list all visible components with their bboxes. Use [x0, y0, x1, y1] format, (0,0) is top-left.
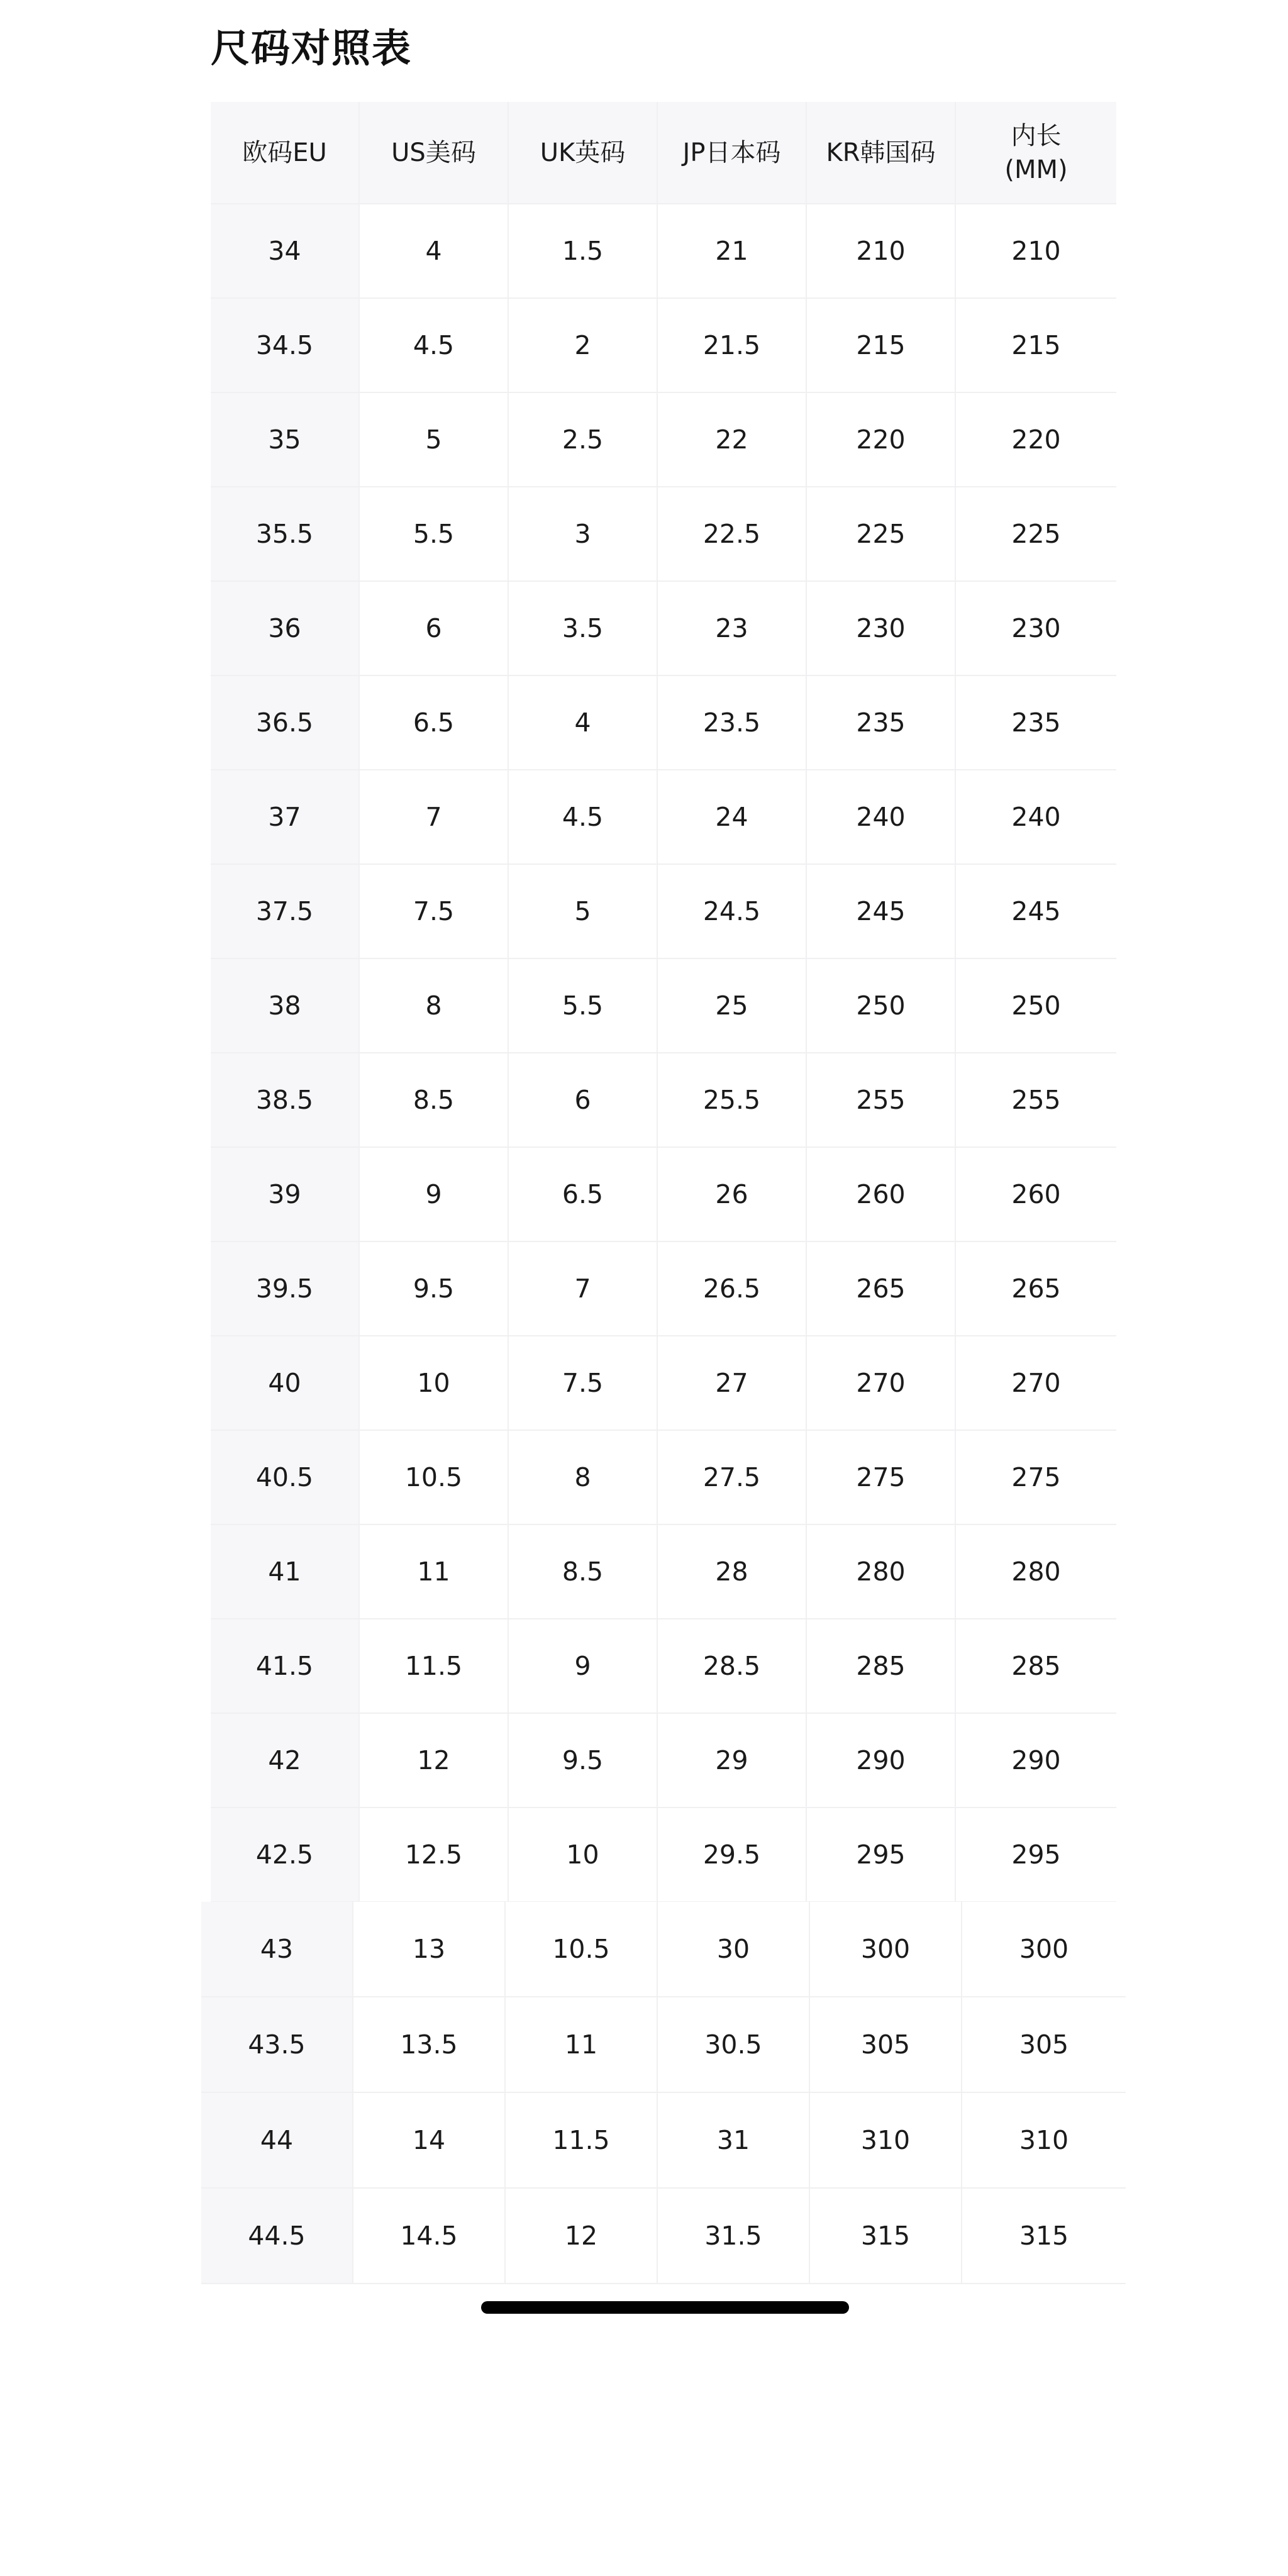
table-row [211, 959, 1116, 1053]
table-cell: 235 [956, 676, 1116, 770]
table-cell: 44.5 [201, 2189, 353, 2284]
table-cell: 280 [807, 1525, 956, 1619]
table-cell: 9 [360, 1148, 509, 1242]
table-cell: 220 [807, 393, 956, 487]
table-cell: 210 [807, 204, 956, 299]
table-cell: 29 [658, 1714, 807, 1808]
table-cell: 295 [956, 1808, 1116, 1902]
table-cell: 41.5 [211, 1619, 360, 1714]
table-cell: 42.5 [211, 1808, 360, 1902]
table-cell: 245 [807, 865, 956, 959]
table-cell: 240 [956, 770, 1116, 865]
size-chart-table-continued [201, 1902, 1126, 2284]
table-cell: 8 [509, 1431, 658, 1525]
table-cell: 315 [810, 2189, 962, 2284]
table-cell: 34 [211, 204, 360, 299]
table-cell: 220 [956, 393, 1116, 487]
table-cell: 7 [360, 770, 509, 865]
table-row [211, 204, 1116, 299]
table-row [211, 1053, 1116, 1148]
table-cell: 6 [509, 1053, 658, 1148]
table-cell: 10 [360, 1336, 509, 1431]
table-cell: 285 [956, 1619, 1116, 1714]
table-cell: 28 [658, 1525, 807, 1619]
table-cell: 5 [360, 393, 509, 487]
table-cell: 14.5 [353, 2189, 506, 2284]
table-row [211, 1431, 1116, 1525]
table-cell: 26 [658, 1148, 807, 1242]
table-cell: 37.5 [211, 865, 360, 959]
table-row [201, 2189, 1126, 2284]
table-row [211, 1336, 1116, 1431]
table-cell: 11.5 [506, 2093, 658, 2189]
table-cell: 9.5 [509, 1714, 658, 1808]
table-cell: 260 [956, 1148, 1116, 1242]
table-cell: 285 [807, 1619, 956, 1714]
table-row [211, 770, 1116, 865]
header-jp: JP日本码 [658, 102, 807, 204]
table-cell: 315 [962, 2189, 1126, 2284]
table-cell: 10 [509, 1808, 658, 1902]
table-cell: 39 [211, 1148, 360, 1242]
table-cell: 215 [956, 299, 1116, 393]
size-chart-table [211, 102, 1116, 1902]
table-cell: 38.5 [211, 1053, 360, 1148]
table-row [211, 1619, 1116, 1714]
table-row [201, 1997, 1126, 2093]
table-cell: 7.5 [509, 1336, 658, 1431]
table-row [211, 1808, 1116, 1902]
table-cell: 250 [956, 959, 1116, 1053]
table-row [211, 865, 1116, 959]
table-cell: 38 [211, 959, 360, 1053]
table-cell: 300 [962, 1902, 1126, 1997]
table-cell: 300 [810, 1902, 962, 1997]
table-row [201, 1902, 1126, 1997]
table-cell: 2.5 [509, 393, 658, 487]
table-cell: 4.5 [360, 299, 509, 393]
table-cell: 14 [353, 2093, 506, 2189]
table-cell: 23 [658, 582, 807, 676]
table-cell: 27 [658, 1336, 807, 1431]
table-row [211, 676, 1116, 770]
table-cell: 11 [506, 1997, 658, 2093]
table-cell: 290 [956, 1714, 1116, 1808]
table-cell: 5 [509, 865, 658, 959]
table-cell: 1.5 [509, 204, 658, 299]
table-cell: 280 [956, 1525, 1116, 1619]
header-kr: KR韩国码 [807, 102, 956, 204]
table-row [201, 2093, 1126, 2189]
table-cell: 41 [211, 1525, 360, 1619]
table-cell: 305 [810, 1997, 962, 2093]
table-cell: 11.5 [360, 1619, 509, 1714]
table-cell: 13 [353, 1902, 506, 1997]
table-cell: 21.5 [658, 299, 807, 393]
table-cell: 12 [506, 2189, 658, 2284]
table-cell: 5.5 [509, 959, 658, 1053]
table-row [211, 487, 1116, 582]
table-cell: 13.5 [353, 1997, 506, 2093]
table-row [211, 1714, 1116, 1808]
table-cell: 310 [810, 2093, 962, 2189]
table-cell: 25.5 [658, 1053, 807, 1148]
table-cell: 11 [360, 1525, 509, 1619]
table-cell: 225 [956, 487, 1116, 582]
table-cell: 27.5 [658, 1431, 807, 1525]
page-title: 尺码对照表 [211, 25, 413, 71]
table-cell: 39.5 [211, 1242, 360, 1336]
table-cell: 7 [509, 1242, 658, 1336]
table-cell: 235 [807, 676, 956, 770]
table-cell: 24 [658, 770, 807, 865]
table-cell: 31.5 [658, 2189, 810, 2284]
table-cell: 26.5 [658, 1242, 807, 1336]
table-cell: 4 [360, 204, 509, 299]
table-cell: 36.5 [211, 676, 360, 770]
header-inner-length: 内长 (MM) [956, 102, 1116, 204]
table-cell: 25 [658, 959, 807, 1053]
table-cell: 225 [807, 487, 956, 582]
table-cell: 29.5 [658, 1808, 807, 1902]
table-cell: 21 [658, 204, 807, 299]
home-indicator [481, 2301, 849, 2314]
table-cell: 40 [211, 1336, 360, 1431]
table-cell: 43.5 [201, 1997, 353, 2093]
table-cell: 4.5 [509, 770, 658, 865]
table-cell: 295 [807, 1808, 956, 1902]
table-cell: 12 [360, 1714, 509, 1808]
table-row [211, 299, 1116, 393]
table-cell: 245 [956, 865, 1116, 959]
table-cell: 260 [807, 1148, 956, 1242]
table-cell: 230 [956, 582, 1116, 676]
table-body [211, 204, 1116, 1902]
table-cell: 24.5 [658, 865, 807, 959]
table-cell: 35 [211, 393, 360, 487]
header-eu: 欧码EU [211, 102, 360, 204]
table-cell: 210 [956, 204, 1116, 299]
table-row [211, 393, 1116, 487]
table-cell: 6.5 [360, 676, 509, 770]
table-cell: 12.5 [360, 1808, 509, 1902]
table-cell: 6 [360, 582, 509, 676]
table-cell: 31 [658, 2093, 810, 2189]
table-cell: 34.5 [211, 299, 360, 393]
table-cell: 22.5 [658, 487, 807, 582]
table-cell: 37 [211, 770, 360, 865]
table-cell: 30.5 [658, 1997, 810, 2093]
table-cell: 43 [201, 1902, 353, 1997]
table-cell: 250 [807, 959, 956, 1053]
table-cell: 28.5 [658, 1619, 807, 1714]
header-us: US美码 [360, 102, 509, 204]
table-cell: 3.5 [509, 582, 658, 676]
table-cell: 240 [807, 770, 956, 865]
table-cell: 310 [962, 2093, 1126, 2189]
table-cell: 275 [956, 1431, 1116, 1525]
table-cell: 30 [658, 1902, 810, 1997]
table-cell: 22 [658, 393, 807, 487]
table-body-continued [201, 1902, 1126, 2284]
table-cell: 9.5 [360, 1242, 509, 1336]
table-cell: 265 [956, 1242, 1116, 1336]
table-cell: 10.5 [360, 1431, 509, 1525]
table-cell: 265 [807, 1242, 956, 1336]
table-cell: 290 [807, 1714, 956, 1808]
table-cell: 305 [962, 1997, 1126, 2093]
table-cell: 270 [807, 1336, 956, 1431]
table-row [211, 1525, 1116, 1619]
table-row [211, 1242, 1116, 1336]
table-cell: 7.5 [360, 865, 509, 959]
table-cell: 8.5 [509, 1525, 658, 1619]
table-cell: 270 [956, 1336, 1116, 1431]
table-cell: 255 [807, 1053, 956, 1148]
table-cell: 8 [360, 959, 509, 1053]
table-cell: 3 [509, 487, 658, 582]
table-cell: 215 [807, 299, 956, 393]
table-header-row [211, 102, 1116, 204]
table-cell: 44 [201, 2093, 353, 2189]
table-cell: 10.5 [506, 1902, 658, 1997]
table-cell: 230 [807, 582, 956, 676]
table-cell: 255 [956, 1053, 1116, 1148]
table-cell: 9 [509, 1619, 658, 1714]
table-cell: 4 [509, 676, 658, 770]
table-row [211, 1148, 1116, 1242]
table-cell: 42 [211, 1714, 360, 1808]
table-cell: 5.5 [360, 487, 509, 582]
table-row [211, 582, 1116, 676]
table-cell: 8.5 [360, 1053, 509, 1148]
table-cell: 36 [211, 582, 360, 676]
table-cell: 40.5 [211, 1431, 360, 1525]
table-cell: 2 [509, 299, 658, 393]
table-cell: 35.5 [211, 487, 360, 582]
table-cell: 275 [807, 1431, 956, 1525]
table-cell: 23.5 [658, 676, 807, 770]
header-uk: UK英码 [509, 102, 658, 204]
table-cell: 6.5 [509, 1148, 658, 1242]
